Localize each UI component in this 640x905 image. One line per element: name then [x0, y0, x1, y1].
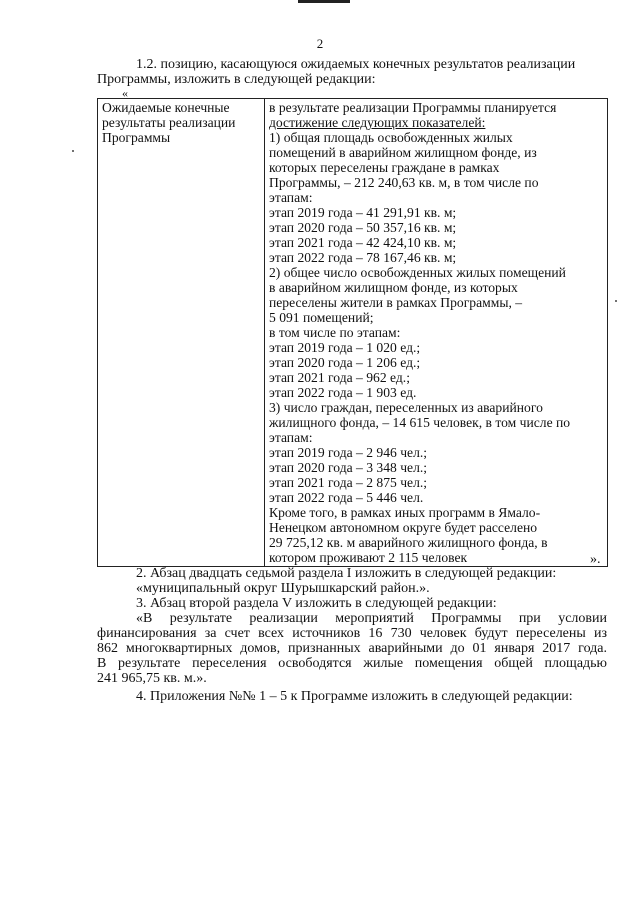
value-line: этап 2021 года – 42 424,10 кв. м; — [269, 235, 457, 250]
item3-para-line: 862 многоквартирных домов, признанных аварийными до 01 января 2017 года. — [97, 641, 607, 656]
item2-line-1: 2. Абзац двадцать седьмой раздела I изложить в следующей редакции: — [136, 566, 557, 581]
item3-para-line: В результате переселения освободятся жилые помещения общей площадью — [97, 656, 607, 671]
table-label-cell — [98, 99, 265, 567]
value-line: жилищного фонда, – 14 615 человек, в том числе по — [269, 415, 571, 430]
value-line: этапам: — [269, 430, 313, 445]
table-close-quote: ». — [590, 552, 601, 567]
item3-para-line: 241 965,75 кв. м.». — [97, 671, 207, 686]
value-line: Программы, – 212 240,63 кв. м, в том числе по — [269, 175, 539, 190]
page-number: 2 — [316, 36, 324, 51]
value-line: 29 725,12 кв. м аварийного жилищного фонда, в — [269, 535, 548, 550]
table-open-quote: « — [122, 86, 128, 100]
item3-paragraph — [97, 611, 607, 686]
item2-line-2: «муниципальный округ Шурышкарский район.». — [136, 581, 430, 596]
value-line: этап 2020 года – 3 348 чел.; — [269, 460, 428, 475]
value-line: Ненецком автономном округе будет расселено — [269, 520, 538, 535]
value-line: этап 2022 года – 1 903 ед. — [269, 385, 417, 400]
value-line: котором проживают 2 115 человек — [269, 550, 468, 565]
value-line: этап 2022 года – 5 446 чел. — [269, 490, 424, 505]
value-line: этап 2019 года – 1 020 ед.; — [269, 340, 421, 355]
label-line: Ожидаемые конечные — [102, 100, 230, 115]
item3-para-line: «В результате реализации мероприятий Программы при условии — [136, 611, 607, 626]
value-line: достижение следующих показателей: — [269, 115, 486, 130]
value-line: помещений в аварийном жилищном фонде, из — [269, 145, 537, 160]
value-line: в том числе по этапам: — [269, 325, 401, 340]
value-line: этапам: — [269, 190, 313, 205]
value-line: Кроме того, в рамках иных программ в Ямало- — [269, 505, 541, 520]
scan-top-mark — [298, 0, 350, 3]
value-line: 3) число граждан, переселенных из аварийного — [269, 400, 543, 415]
label-line: результаты реализации — [102, 115, 236, 130]
value-line: которых переселены граждане в рамках — [269, 160, 500, 175]
value-line: этап 2021 года – 2 875 чел.; — [269, 475, 428, 490]
value-line: этап 2021 года – 962 ед.; — [269, 370, 410, 385]
value-line: этап 2020 года – 50 357,16 кв. м; — [269, 220, 457, 235]
value-line: в аварийном жилищном фонде, из которых — [269, 280, 518, 295]
value-line: переселены жители в рамках Программы, – — [269, 295, 523, 310]
table-value-cell — [265, 99, 608, 567]
table-row — [98, 99, 608, 567]
item4-line-1: 4. Приложения №№ 1 – 5 к Программе изложить в следующей редакции: — [136, 689, 573, 704]
intro-line-1: 1.2. позицию, касающуюся ожидаемых конечных результатов реализации — [136, 57, 576, 72]
intro-line-2: Программы, изложить в следующей редакции: — [97, 72, 376, 87]
results-table — [97, 98, 608, 567]
item3-para-line: финансирования за счет всех источников 16 730 человек будут переселены из — [97, 626, 607, 641]
value-line: этап 2019 года – 2 946 чел.; — [269, 445, 428, 460]
value-line: этап 2020 года – 1 206 ед.; — [269, 355, 421, 370]
value-line: 5 091 помещений; — [269, 310, 374, 325]
value-line: этап 2019 года – 41 291,91 кв. м; — [269, 205, 457, 220]
label-line: Программы — [102, 130, 171, 145]
value-line: этап 2022 года – 78 167,46 кв. м; — [269, 250, 457, 265]
scan-speck — [72, 150, 74, 152]
item3-line-1: 3. Абзац второй раздела V изложить в следующей редакции: — [136, 596, 497, 611]
value-line: 2) общее число освобожденных жилых помещений — [269, 265, 566, 280]
value-line: в результате реализации Программы планируется — [269, 100, 557, 115]
scan-speck — [615, 300, 617, 302]
value-line: 1) общая площадь освобожденных жилых — [269, 130, 513, 145]
